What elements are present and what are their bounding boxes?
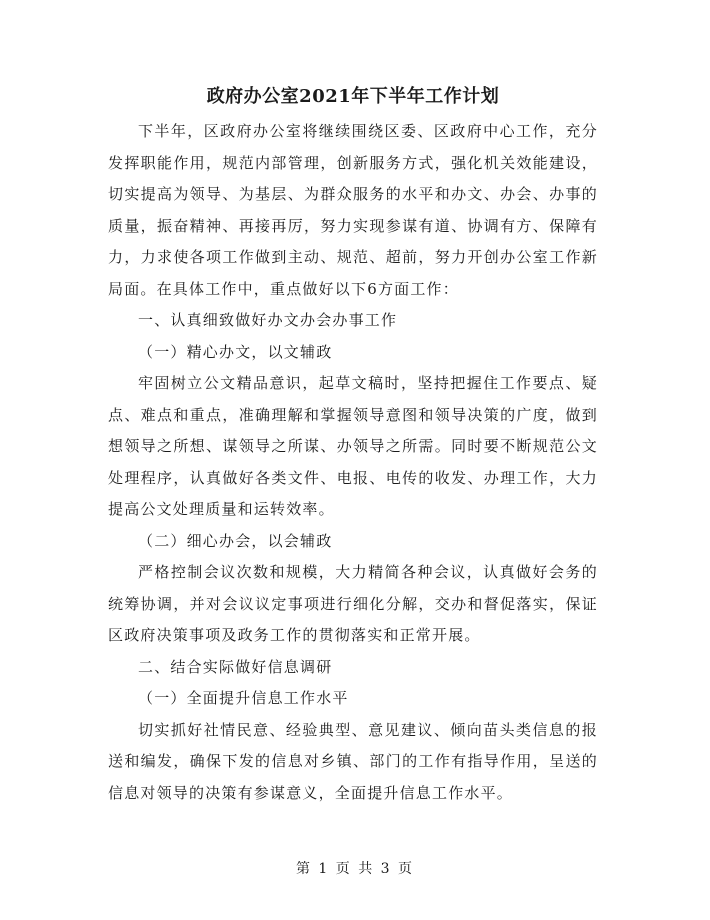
subsection-heading-2-1: （一）全面提升信息工作水平 [138, 689, 349, 707]
paragraph-1-2: 严格控制会议次数和规模，大力精简各种会议，认真做好会务的统筹协调，并对会议议定事项进行细化分解，交办和督促落实，保证区政府决策事项及政务工作的贯彻落实和正常开展。 [108, 563, 598, 644]
subsection-heading-1-1: （一）精心办文，以文辅政 [138, 342, 333, 361]
intro-paragraph: 下半年，区政府办公室将继续围绕区委、区政府中心工作，充分发挥职能作用，规范内部管理，创新服务方式，强化机关效能建设，切实提高为领导、为基层、为群众服务的水平和办文、办会、办事的质量，振奋精神、再接再厉，努力实现参谋有道、协调有方、保障有力，力求使各项工作做到主动、规范、超前，努力开创办公室工作新局面。在具体工作中，重点做好以下6方面工作： [108, 122, 598, 298]
subsection-heading-1-2: （二）细心办会，以会辅政 [138, 531, 333, 550]
document-page [108, 78, 598, 809]
section-heading-1: 一、认真细致做好办文办会办事工作 [138, 311, 398, 329]
paragraph-1-1: 牢固树立公文精品意识，起草文稿时，坚持把握住工作要点、疑点、难点和重点，准确理解和掌握领导意图和领导决策的广度，做到想领导之所想、谋领导之所谋、办领导之所需。同时要不断规范公文处理程序，认真做好各类文件、电报、电传的收发、办理工作，大力提高公文处理质量和运转效率。 [108, 374, 598, 518]
document-title: 政府办公室2021年下半年工作计划 [206, 86, 500, 107]
paragraph-2-1: 切实抓好社情民意、经验典型、意见建议、倾向苗头类信息的报送和编发，确保下发的信息对乡镇、部门的工作有指导作用，呈送的信息对领导的决策有参谋意义，全面提升信息工作水平。 [108, 720, 598, 802]
page-footer: 第 1 页 共 3 页 [295, 861, 415, 877]
section-heading-2: 二、结合实际做好信息调研 [138, 657, 333, 676]
